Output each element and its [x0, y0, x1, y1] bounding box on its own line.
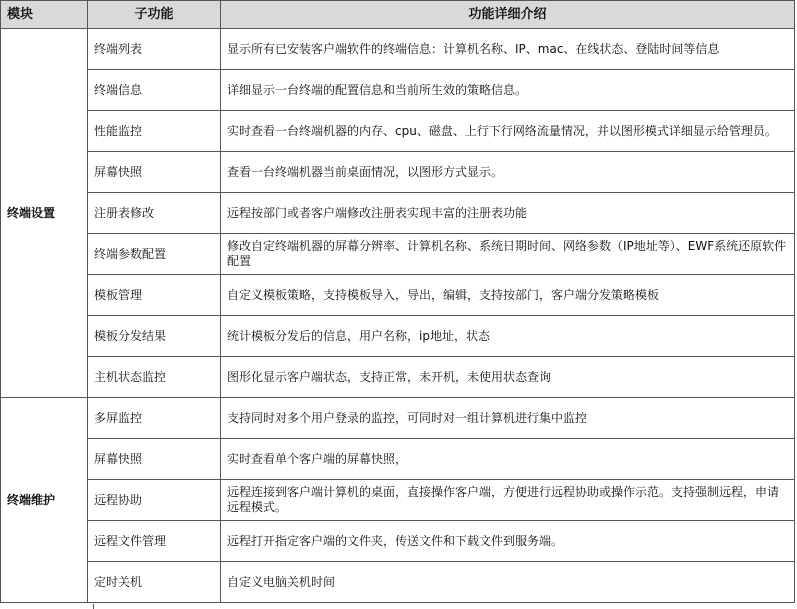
detail-cell: 显示所有已安装客户端软件的终端信息：计算机名称、IP、mac、在线状态、登陆时间等信息	[221, 29, 795, 70]
table-row	[1, 357, 795, 398]
detail-cell: 查看一台终端机器当前桌面情况，以图形方式显示。	[221, 152, 795, 193]
sub-function-cell: 远程文件管理	[88, 521, 221, 562]
table-row	[1, 562, 795, 603]
detail-cell: 远程连接到客户端计算机的桌面，直接操作客户端，方便进行远程协助或操作示范。支持强制远程，申请远程模式。	[221, 480, 795, 521]
table-row	[1, 29, 795, 70]
sub-function-cell: 注册表修改	[88, 193, 221, 234]
sub-function-cell: 屏幕快照	[88, 439, 221, 480]
detail-cell: 支持同时对多个用户登录的监控，可同时对一组计算机进行集中监控	[221, 398, 795, 439]
table-row	[1, 398, 795, 439]
detail-cell: 自定义电脑关机时间	[221, 562, 795, 603]
sub-function-cell: 模板管理	[88, 275, 221, 316]
sub-function-cell: 远程协助	[88, 480, 221, 521]
detail-cell: 修改自定终端机器的屏幕分辨率、计算机名称、系统日期时间、网络参数（IP地址等）、EWF系统还原软件配置	[221, 234, 795, 275]
detail-cell: 远程按部门或者客户端修改注册表实现丰富的注册表功能	[221, 193, 795, 234]
sub-function-cell: 终端列表	[88, 29, 221, 70]
table-row	[1, 193, 795, 234]
module-cell: 终端设置	[1, 29, 88, 398]
table-row	[1, 316, 795, 357]
table-row	[1, 275, 795, 316]
sub-function-cell: 定时关机	[88, 562, 221, 603]
detail-cell: 图形化显示客户端状态，支持正常，未开机，未使用状态查询	[221, 357, 795, 398]
sub-function-cell: 多屏监控	[88, 398, 221, 439]
sub-function-cell: 终端信息	[88, 70, 221, 111]
table-row	[1, 111, 795, 152]
table-edge-mark	[93, 604, 94, 609]
detail-cell: 实时查看一台终端机器的内存、cpu、磁盘、上行下行网络流量情况，并以图形模式详细显示给管理员。	[221, 111, 795, 152]
table-row	[1, 521, 795, 562]
detail-cell: 统计模板分发后的信息，用户名称，ip地址，状态	[221, 316, 795, 357]
table-row	[1, 152, 795, 193]
table-row	[1, 70, 795, 111]
sub-function-cell: 性能监控	[88, 111, 221, 152]
detail-cell: 自定义模板策略，支持模板导入，导出，编辑，支持按部门，客户端分发策略模板	[221, 275, 795, 316]
detail-cell: 详细显示一台终端的配置信息和当前所生效的策略信息。	[221, 70, 795, 111]
sub-function-cell: 屏幕快照	[88, 152, 221, 193]
table-row	[1, 234, 795, 275]
header-row	[1, 1, 795, 29]
table-row	[1, 439, 795, 480]
sub-function-cell: 主机状态监控	[88, 357, 221, 398]
header-detail: 功能详细介绍	[221, 1, 795, 29]
module-cell: 终端维护	[1, 398, 88, 603]
header-module: 模块	[1, 1, 88, 29]
header-sub-function: 子功能	[88, 1, 221, 29]
detail-cell: 实时查看单个客户端的屏幕快照，	[221, 439, 795, 480]
detail-cell: 远程打开指定客户端的文件夹，传送文件和下载文件到服务端。	[221, 521, 795, 562]
sub-function-cell: 终端参数配置	[88, 234, 221, 275]
table-row	[1, 480, 795, 521]
sub-function-cell: 模板分发结果	[88, 316, 221, 357]
